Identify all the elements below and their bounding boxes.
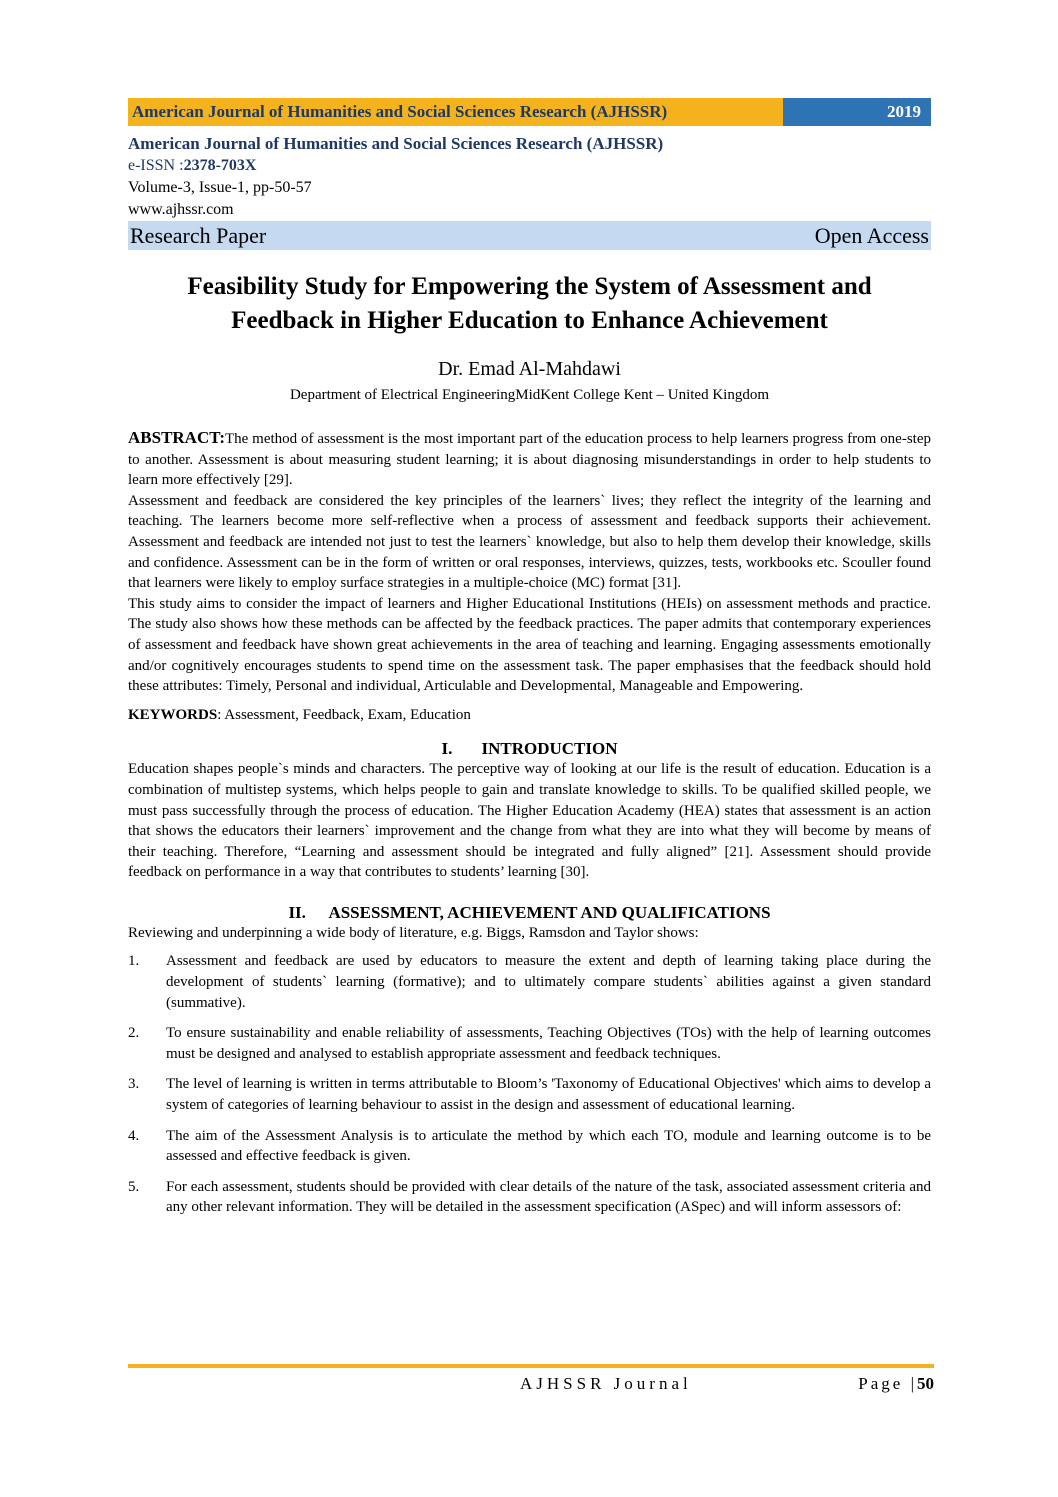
title-line-1: Feasibility Study for Empowering the System of Assessment and: [187, 273, 872, 300]
list-item: [128, 1023, 931, 1064]
list-item-text: For each assessment, students should be provided with clear details of the nature of the task, associated assessment criteria and any other relevant information. They will be detailed in the assessment specification (ASpec) and will inform assessors of:: [166, 1178, 931, 1216]
list-item-text: The aim of the Assessment Analysis is to articulate the method by which each TO, module and learning outcome is to be assessed and effective feedback is given.: [166, 1127, 931, 1165]
issn-label: e-ISSN :: [128, 157, 184, 174]
footer-page-number: [858, 1374, 934, 1394]
section-number: I.: [441, 739, 453, 759]
keywords-label: KEYWORDS: [128, 706, 218, 723]
list-item-number: 1.: [128, 953, 140, 970]
page-num: 50: [917, 1374, 934, 1393]
section-heading-assessment: [128, 903, 931, 923]
paper-type-bar: [128, 221, 931, 250]
journal-header-bar: [128, 98, 931, 126]
abstract-text-1: The method of assessment is the most important part of the education process to help learners progress from one-step to another. Assessment is about measuring student learning; it is about diagnosing misunderstandings in order to help students to learn more effectively [29].: [128, 431, 931, 489]
keywords-text: : Assessment, Feedback, Exam, Education: [217, 706, 471, 723]
footer-journal: AJHSSR Journal: [520, 1374, 692, 1393]
list-item-number: 4.: [128, 1127, 140, 1144]
title-line-2: Feedback in Higher Education to Enhance Achievement: [231, 307, 828, 334]
list-item-text: The level of learning is written in terms attributable to Bloom’s 'Taxonomy of Educational Objectives' which aims to develop a system of categories of learning behaviour to assist in the design and assessment of educational learning.: [166, 1076, 931, 1114]
section-number: II.: [288, 902, 306, 922]
section-title: INTRODUCTION: [481, 739, 618, 759]
keywords-line: [128, 705, 931, 726]
journal-name: American Journal of Humanities and Social Sciences Research (AJHSSR): [128, 134, 664, 153]
paper-type: Research Paper: [130, 222, 267, 248]
numbered-list: [128, 951, 931, 1218]
header-year: 2019: [783, 98, 931, 126]
issn-line: [128, 155, 931, 177]
section-title: ASSESSMENT, ACHIEVEMENT AND QUALIFICATIONS: [328, 902, 771, 922]
footer-divider: [128, 1364, 934, 1368]
author-affiliation: Department of Electrical EngineeringMidKent College Kent – United Kingdom: [289, 387, 770, 403]
list-item: [128, 1074, 931, 1115]
issn-value: 2378-703X: [183, 157, 257, 174]
paper-page: [128, 98, 931, 1228]
page-label: Page |: [858, 1374, 917, 1393]
list-item: [128, 951, 931, 1013]
journal-info: [128, 133, 931, 221]
header-journal-name: American Journal of Humanities and Social Sciences Research (AJHSSR): [128, 98, 783, 126]
abstract-paragraph-3: This study aims to consider the impact of learners and Higher Educational Institutions (HEIs) on assessment methods and practice. The study also shows how these methods can be affected by the feedback practices. The paper admits that contemporary experiences of assessment and feedback have shown great achievements in the area of teaching and learning. Engaging assessments emotionally and/or cognitively encourages students to spend time on the assessment task. The paper emphasises that the feedback should hold these attributes: Timely, Personal and individual, Articulable and Developmental, Manageable and Empowering.: [128, 595, 931, 695]
list-item-number: 3.: [128, 1076, 140, 1093]
section-heading-introduction: [128, 739, 931, 759]
paper-title: [128, 270, 931, 338]
list-item-number: 5.: [128, 1178, 140, 1195]
list-item-text: Assessment and feedback are used by educators to measure the extent and depth of learning taking place during the development of students` learning (formative); and to ultimately compare students` abilities against a given standard (summative).: [166, 953, 931, 1011]
introduction-paragraph: Education shapes people`s minds and characters. The perceptive way of looking at our life is the result of education. Education is a combination of multistep systems, which helps people to gain and translate knowledge to skills. To be qualified skilled people, we must pass successfully through the process of education. The Higher Education Academy (HEA) states that assessment is an action that shows the educators their learners` improvement and the change from what they are into what they will become by means of their teaching. Therefore, “Learning and assessment should be integrated and fully aligned” [21]. Assessment should provide feedback on performance in a way that contributes to students’ learning [30].: [128, 761, 931, 881]
list-item: [128, 1126, 931, 1167]
section2-intro: Reviewing and underpinning a wide body of literature, e.g. Biggs, Ramsdon and Taylor shows:: [128, 924, 699, 941]
abstract-paragraph-2: Assessment and feedback are considered the key principles of the learners` lives; they reflect the integrity of the learning and teaching. The learners become more self-reflective when a process of assessment and feedback supports their achievement. Assessment and feedback are intended not just to test the learners` knowledge, but also to help them develop their knowledge, skills and confidence. Assessment can be in the form of written or oral responses, interviews, quizzes, tests, workbooks etc. Scouller found that learners were likely to employ surface strategies in a multiple-choice (MC) format [31].: [128, 492, 931, 592]
abstract-paragraph-1: [128, 428, 931, 491]
list-item-number: 2.: [128, 1025, 140, 1042]
list-item: [128, 1177, 931, 1218]
access-type: Open Access: [814, 222, 929, 248]
abstract-section: [128, 428, 931, 697]
abstract-label: ABSTRACT:: [128, 428, 225, 447]
author-name: Dr. Emad Al-Mahdawi: [438, 358, 621, 380]
volume-line: Volume-3, Issue-1, pp-50-57: [128, 179, 312, 196]
list-item-text: To ensure sustainability and enable reliability of assessments, Teaching Objectives (TOs) with the help of learning outcomes must be designed and analysed to establish appropriate assessment and feedback techniques.: [166, 1025, 931, 1062]
website-link[interactable]: www.ajhssr.com: [128, 201, 234, 218]
